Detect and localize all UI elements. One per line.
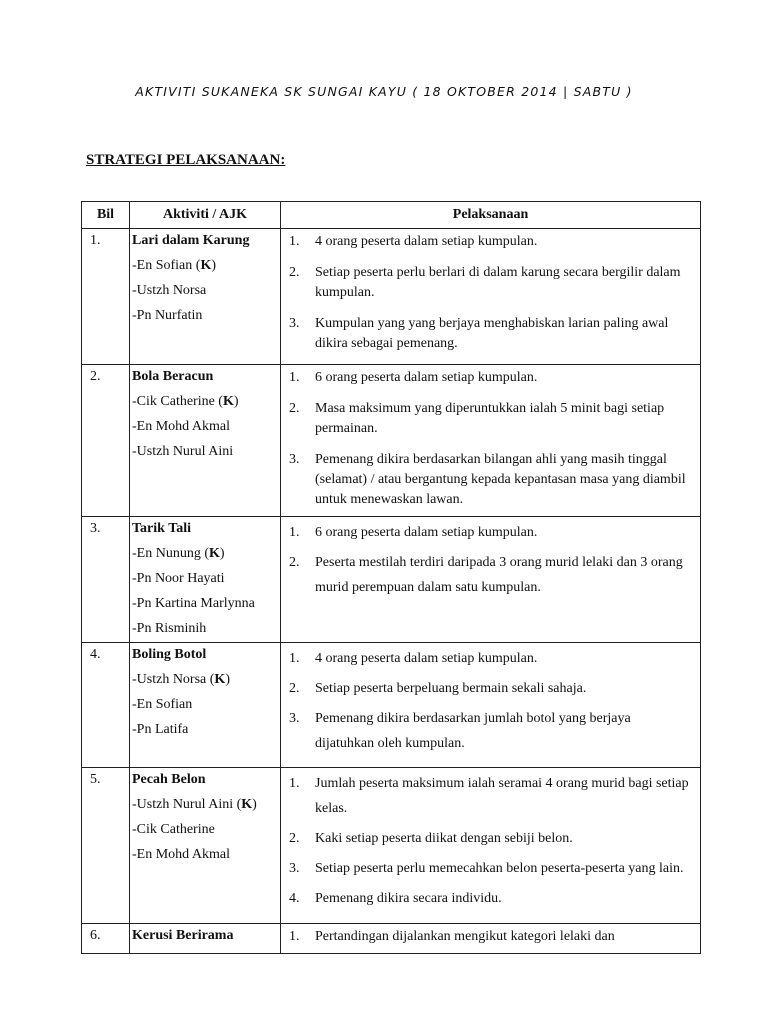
leader-marker: K (222, 394, 234, 409)
column-header-pelaksanaan: Pelaksanaan (281, 202, 701, 229)
step-text: 4 orang peserta dalam setiap kumpulan. (315, 651, 538, 666)
member-name: -En Sofian (132, 697, 193, 712)
strategy-table (81, 201, 701, 954)
activity-cell (130, 924, 281, 954)
row-number: 2. (82, 365, 130, 517)
activity-cell (130, 768, 281, 924)
member-name: -Ustzh Norsa ( (132, 672, 215, 687)
step-item (289, 520, 692, 545)
committee-member (132, 821, 280, 839)
step-number: 1. (289, 525, 300, 540)
step-text: 6 orang peserta dalam setiap kumpulan. (315, 370, 538, 385)
committee-member (132, 545, 280, 563)
step-text: 6 orang peserta dalam setiap kumpulan. (315, 525, 538, 540)
step-number: 4. (289, 891, 300, 906)
committee-member (132, 418, 280, 436)
implementation-cell (281, 517, 701, 643)
member-name: -En Sofian ( (132, 258, 201, 273)
committee-member (132, 595, 280, 613)
step-text: Setiap peserta perlu berlari di dalam karung secara bergilir dalam kumpulan. (315, 265, 681, 300)
member-name: -Pn Kartina Marlynna (132, 596, 255, 611)
step-text: Pemenang dikira secara individu. (315, 891, 502, 906)
member-name: -Pn Risminih (132, 621, 207, 636)
member-suffix: ) (219, 546, 225, 561)
step-text: Pemenang dikira berdasarkan jumlah botol yang berjaya dijatuhkan oleh kumpulan. (315, 711, 631, 751)
committee-member (132, 393, 280, 411)
table-body (82, 229, 701, 954)
activity-cell (130, 365, 281, 517)
step-item (289, 263, 692, 303)
activity-name: Tarik Tali (132, 521, 192, 536)
section-heading: STRATEGI PELAKSANAAN: (86, 152, 286, 168)
step-item (289, 368, 692, 388)
step-text: Setiap peserta berpeluang bermain sekali sahaja. (315, 681, 587, 696)
implementation-cell (281, 924, 701, 954)
committee-member (132, 696, 280, 714)
row-number: 1. (82, 229, 130, 365)
committee-member (132, 721, 280, 739)
step-item (289, 826, 692, 851)
page-title: AKTIVITI SUKANEKA SK SUNGAI KAYU ( 18 OKTOBER 2014 | SABTU ) (135, 84, 633, 99)
table-header-row (82, 202, 701, 229)
member-suffix: ) (233, 394, 239, 409)
member-name: -Ustzh Nurul Aini ( (132, 797, 242, 812)
row-number: 4. (82, 643, 130, 768)
activity-cell (130, 517, 281, 643)
activity-name: Bola Beracun (132, 369, 214, 384)
step-text: Masa maksimum yang diperuntukkan ialah 5 minit bagi setiap permainan. (315, 401, 665, 436)
member-name: -Cik Catherine ( (132, 394, 223, 409)
implementation-cell (281, 643, 701, 768)
step-number: 1. (289, 929, 300, 944)
row-number: 3. (82, 517, 130, 643)
step-item (289, 232, 692, 252)
step-number: 3. (289, 316, 300, 331)
member-suffix: ) (211, 258, 216, 273)
step-item (289, 676, 692, 701)
steps-list (289, 927, 692, 947)
activity-cell (130, 643, 281, 768)
table-row (82, 229, 701, 365)
step-number: 1. (289, 370, 300, 385)
implementation-cell (281, 365, 701, 517)
member-name: -Ustzh Nurul Aini (132, 444, 234, 459)
member-name: -Cik Catherine (132, 822, 215, 837)
step-number: 3. (289, 711, 300, 726)
member-name: -En Nunung ( (132, 546, 209, 561)
table-row (82, 643, 701, 768)
step-number: 1. (289, 234, 300, 249)
column-header-bil: Bil (82, 202, 130, 229)
step-item (289, 646, 692, 671)
step-number: 1. (289, 651, 300, 666)
member-name: -Ustzh Norsa (132, 283, 207, 298)
step-item (289, 771, 692, 821)
step-number: 2. (289, 265, 300, 280)
step-text: Jumlah peserta maksimum ialah seramai 4 orang murid bagi setiap kelas. (315, 776, 689, 816)
step-text: Pemenang dikira berdasarkan bilangan ahli yang masih tinggal (selamat) / atau bergantung kepada kepantasan masa yang diambil untuk menewaskan lawan. (315, 452, 686, 507)
table-row (82, 365, 701, 517)
steps-list (289, 368, 692, 510)
table-row (82, 768, 701, 924)
step-item (289, 450, 692, 510)
step-number: 3. (289, 452, 300, 467)
committee-member (132, 282, 280, 300)
activity-name: Kerusi Berirama (132, 928, 234, 943)
step-text: Kumpulan yang yang berjaya menghabiskan larian paling awal dikira sebagai pemenang. (315, 316, 669, 351)
step-text: Kaki setiap peserta diikat dengan sebiji belon. (315, 831, 573, 846)
member-suffix: ) (225, 672, 230, 687)
member-name: -En Mohd Akmal (132, 419, 230, 434)
committee-member (132, 570, 280, 588)
member-name: -En Mohd Akmal (132, 847, 230, 862)
row-number: 6. (82, 924, 130, 954)
step-text: Peserta mestilah terdiri daripada 3 orang murid lelaki dan 3 orang murid perempuan dalam satu kumpulan. (315, 555, 683, 595)
leader-marker: K (209, 546, 220, 561)
member-name: -Pn Noor Hayati (132, 571, 225, 586)
step-number: 2. (289, 401, 300, 416)
step-item (289, 927, 692, 947)
committee-member (132, 846, 280, 864)
activity-name: Boling Botol (132, 647, 207, 662)
step-item (289, 706, 692, 756)
step-number: 2. (289, 555, 300, 570)
member-name: -Pn Nurfatin (132, 308, 203, 323)
committee-member (132, 257, 280, 275)
committee-member (132, 796, 280, 814)
steps-list (289, 771, 692, 911)
committee-member (132, 671, 280, 689)
implementation-cell (281, 229, 701, 365)
step-item (289, 886, 692, 911)
table-row (82, 517, 701, 643)
steps-list (289, 232, 692, 354)
step-item (289, 550, 692, 600)
row-number: 5. (82, 768, 130, 924)
committee-member (132, 307, 280, 325)
step-number: 2. (289, 831, 300, 846)
step-item (289, 314, 692, 354)
steps-list (289, 520, 692, 600)
activity-name: Pecah Belon (132, 772, 206, 787)
step-number: 1. (289, 776, 300, 791)
step-text: Pertandingan dijalankan mengikut kategori lelaki dan (315, 929, 615, 944)
step-item (289, 399, 692, 439)
implementation-cell (281, 768, 701, 924)
leader-marker: K (200, 258, 212, 273)
leader-marker: K (214, 672, 226, 687)
committee-member (132, 620, 280, 638)
steps-list (289, 646, 692, 756)
step-text: Setiap peserta perlu memecahkan belon peserta-peserta yang lain. (315, 861, 684, 876)
activity-name: Lari dalam Karung (132, 233, 250, 248)
column-header-aktiviti: Aktiviti / AJK (130, 202, 281, 229)
step-number: 2. (289, 681, 300, 696)
table-row (82, 924, 701, 954)
leader-marker: K (241, 797, 253, 812)
activity-cell (130, 229, 281, 365)
step-text: 4 orang peserta dalam setiap kumpulan. (315, 234, 538, 249)
step-number: 3. (289, 861, 300, 876)
step-item (289, 856, 692, 881)
member-name: -Pn Latifa (132, 722, 189, 737)
member-suffix: ) (252, 797, 257, 812)
committee-member (132, 443, 280, 461)
